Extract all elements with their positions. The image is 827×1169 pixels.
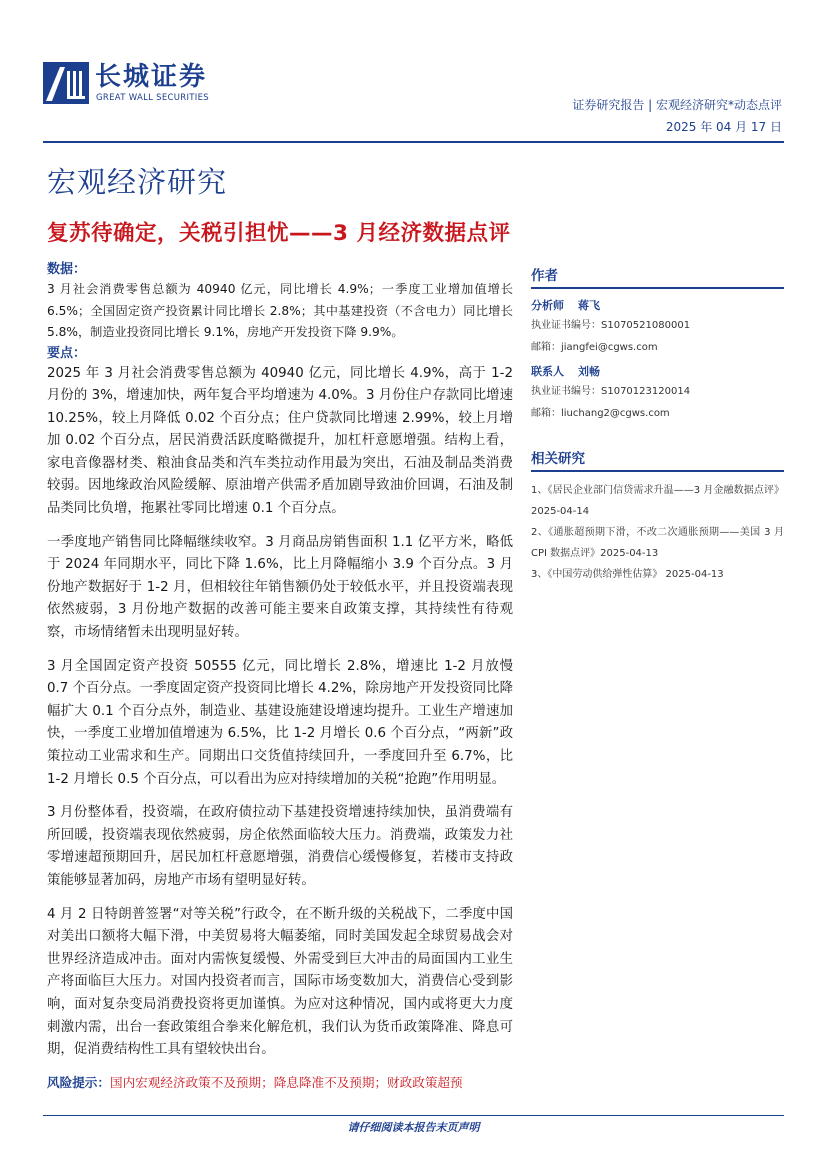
contact-row [531, 363, 784, 381]
key-points-label: 要点： [47, 345, 87, 361]
paragraph-real-estate: 一季度地产销售同比降幅继续收窄。3 月商品房销售面积 1.1 亿平方米，略低于 2024 年同期水平，同比下降 1.6%，比上月降幅缩小 3.9 个百分点。3 月份地产数据好于 1-2 月，但相较往年销售额仍处于较低水平，并且投资端表现依然疲弱，3 月份地产数据的改善可能主要来自政策支撑，其持续性有待观察，市场情绪暂未出现明显好转。 [47, 534, 513, 641]
analyst-certificate: 执业证书编号：S1070521080001 [531, 320, 691, 331]
logo-english-name: GREAT WALL SECURITIES [96, 93, 209, 103]
risk-warning-text: 国内宏观经济政策不及预期；降息降准不及预期；财政政策超预 [109, 1074, 463, 1090]
report-type: 证券研究报告 | 宏观经济研究*动态点评 [572, 98, 782, 112]
data-section-label: 数据： [47, 262, 87, 277]
logo-chinese-name: 长城证券 [95, 62, 208, 92]
related-research-heading: 相关研究 [531, 447, 784, 472]
analyst-name: 蒋飞 [578, 299, 600, 312]
paragraph-investment: 3 月全国固定资产投资 50555 亿元，同比增长 2.8%，增速比 1-2 月放慢 0.7 个百分点。一季度固定资产投资同比增长 4.2%，除房地产开发投资同比降幅扩大 0.1 个百分点外，制造业、基建设施建设增速均提升。工业生产增速加快，一季度工业增加值增速为 6.5%，比 1-2 月增长 0.6 个百分点，“两新”政策拉动工业需求和生产。同期出口交货值持续回升，一季度回升至 6.7%，比 1-2 月增长 0.5 个百分点，可以看出为应对持续增加的关税“抢跑”作用明显。 [47, 658, 513, 787]
related-research-item[interactable]: 2、《通胀超预期下滑，不改二次通胀预期——美国 3 月 CPI 数据点评》2025-04-13 [531, 527, 784, 559]
footer-disclaimer: 请仔细阅读本报告末页声明 [347, 1121, 480, 1134]
great-wall-logo-icon [43, 62, 89, 104]
contact-certificate: 执业证书编号：S1070123120014 [531, 386, 691, 397]
analyst-email[interactable]: 邮箱：jiangfei@cgws.com [531, 342, 658, 353]
risk-warning [47, 1073, 513, 1093]
contact-email[interactable]: 邮箱：liuchang2@cgws.com [531, 408, 670, 419]
related-research-item[interactable]: 3、《中国劳动供给弹性估算》 2025-04-13 [531, 569, 724, 580]
header-divider [43, 141, 784, 143]
data-summary: 3 月社会消费零售总额为 40940 亿元，同比增长 4.9%；一季度工业增加值增长 6.5%；全国固定资产投资累计同比增长 2.8%；其中基建投资（不含电力）同比增长 5.8%，制造业投资同比增长 9.1%，房地产开发投资下降 9.9%。 [47, 282, 513, 339]
analyst-role: 分析师 [531, 299, 564, 312]
paragraph-tariff: 4 月 2 日特朗普签署“对等关税”行政令，在不断升级的关税战下，二季度中国对美出口额将大幅下滑，中美贸易将大幅萎缩，同时美国发起全球贸易战会对世界经济造成冲击。面对内需恢复缓慢、外需受到巨大冲击的局面国内工业生产将面临巨大压力。对国内投资者而言，国际市场变数加大，消费信心受到影响，面对复杂变局消费投资将更加谨慎。为应对这种情况，国内或将更大力度刺激内需，出台一套政策组合拳来化解危机，我们认为货币政策降准、降息可期，促消费结构性工具有望较快出台。 [47, 906, 513, 1058]
contact-name: 刘畅 [578, 365, 600, 378]
analyst-row [531, 297, 784, 315]
report-title: 复苏待确定，关税引担忧——3 月经济数据点评 [47, 221, 511, 246]
footer-divider [43, 1115, 784, 1116]
authors-heading: 作者 [531, 264, 784, 289]
contact-role: 联系人 [531, 365, 564, 378]
sidebar [531, 264, 784, 585]
company-logo [43, 62, 233, 108]
risk-warning-label: 风险提示： [47, 1074, 110, 1090]
related-research-item[interactable]: 1、《居民企业部门信贷需求升温——3 月金融数据点评》2025-04-14 [531, 485, 784, 517]
paragraph-consumption: 2025 年 3 月社会消费零售总额为 40940 亿元，同比增长 4.9%，高于 1-2 月份的 3%，增速加快，两年复合平均增速为 4.0%。3 月份住户存款同比增速 10.25%，较上月降低 0.02 个百分点；住户贷款同比增速 2.99%，较上月增加 0.02 个百分点，居民消费活跃度略微提升，加杠杆意愿增强。结构上看，家电音像器材类、粮油食品类和汽车类拉动作用最为突出，石油及制品类消费较弱。因地缘政治风险缓解、原油增产供需矛盾加剧导致油价回调，石油及制品类同比负增，拖累社零同比增速 0.1 个百分点。 [47, 365, 513, 517]
main-content [47, 260, 513, 1093]
report-date: 2025 年 04 月 17 日 [665, 120, 782, 134]
page-category: 宏观经济研究 [47, 165, 228, 199]
paragraph-overall: 3 月份整体看，投资端，在政府债拉动下基建投资增速持续加快，虽消费端有所回暖，投资端表现依然疲弱，房企依然面临较大压力。消费端，政策发力社零增速超预期回升，居民加杠杆意愿增强，消费信心缓慢修复，若楼市支持政策能够显著加码，房地产市场有望明显好转。 [47, 805, 513, 888]
